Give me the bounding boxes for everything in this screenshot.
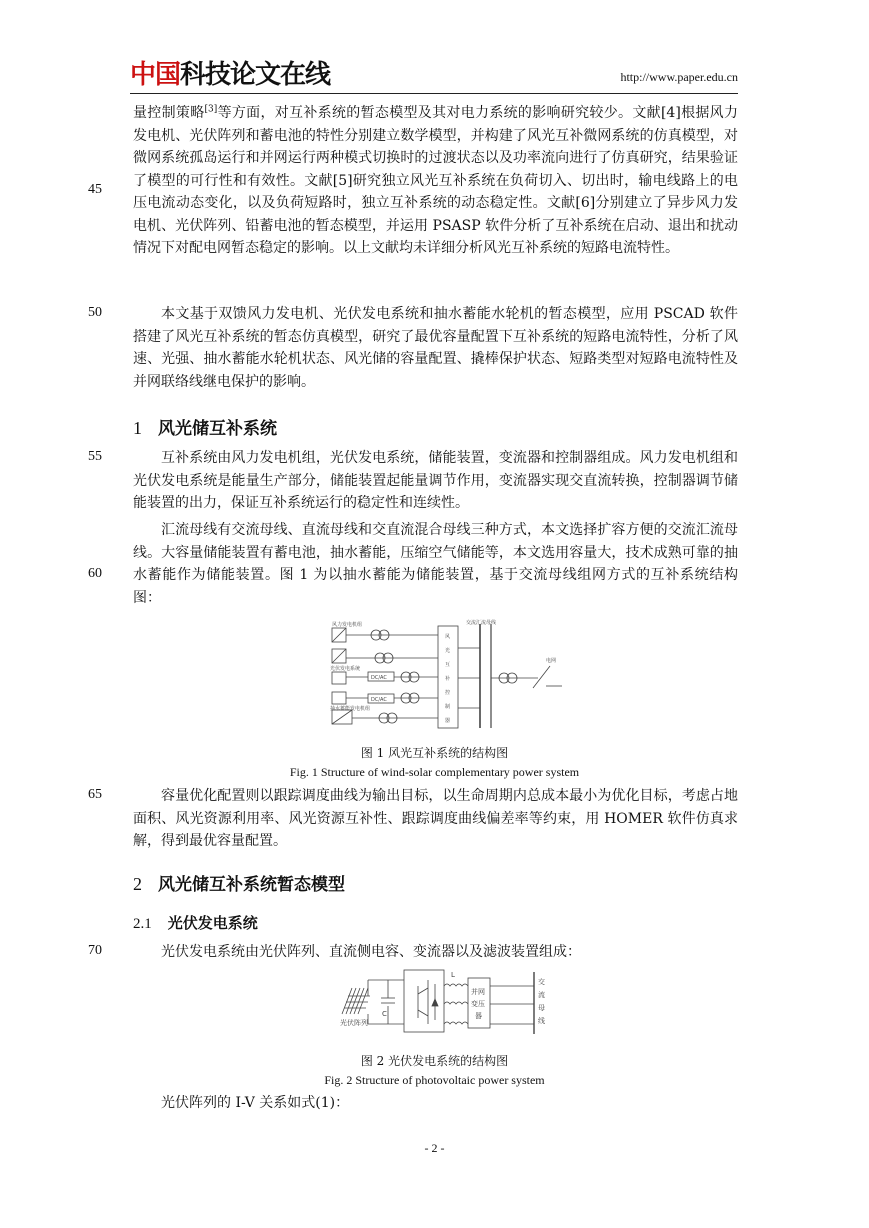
bus-char: 线 [538,1017,545,1025]
section-number: 1 [133,418,142,438]
p4-text: 汇流母线有交流母线、直流母线和交直流混合母线三种方式，本文选择扩容方便的交流汇流母线。大容量储能装置有蓄电池，抽水蓄能，压缩空气储能等，本文选用容量大，技术成熟可靠的抽水蓄能作为储能装置。图 1 为以抽水蓄能为储能装置，基于交流母线组网方式的互补系统结构图： [133,522,738,606]
p5-text: 容量优化配置则以跟踪调度曲线为输出目标，以生命周期内总成本最小为优化目标，考虑占地面积、风光资源利用率、风光资源互补性、跟踪调度曲线偏差率等约束，用 HOMER 软件仿真求解，得到最优容量配置。 [133,788,738,849]
controller-char: 制 [445,704,451,710]
bus-char: 流 [538,991,545,999]
section-title: 风光储互补系统暂态模型 [158,875,345,895]
transformer-char: 并网 [471,988,485,996]
paragraph-4 [133,519,738,609]
p3-text: 互补系统由风力发电机组，光伏发电系统，储能装置，变流器和控制器组成。风力发电机组和光伏发电系统是能量生产部分，储能装置起能量调节作用，变流器实现交直流转换，控制器调节储能装置的出力，保证互补系统运行的稳定性和连续性。 [133,450,738,511]
line-number: 55 [88,449,102,464]
figure-1-diagram [328,618,568,730]
section-number: 2 [133,874,142,894]
header-rule [130,93,738,94]
paragraph-1 [133,102,738,260]
paragraph-2 [133,303,738,393]
controller-char: 控 [445,690,451,696]
subsection-title: 光伏发电系统 [167,914,258,932]
label-dcac-1: DC/AC [371,675,387,681]
label-bus: 交流汇流母线 [466,620,497,626]
journal-logo [130,60,330,90]
line-number: 45 [88,182,102,197]
label-dcac-2: DC/AC [371,697,387,703]
paragraph-6 [133,941,738,964]
paragraph-7 [133,1092,738,1115]
controller-char: 风 [445,634,451,640]
figure-2-caption-cn: 图 2 光伏发电系统的结构图 [360,1054,509,1068]
section-title: 风光储互补系统 [158,419,277,439]
section-1-heading [133,414,277,439]
page-number: - 2 - [424,1141,445,1155]
p2-text: 本文基于双馈风力发电机、光伏发电系统和抽水蓄能水轮机的暂态模型，应用 PSCAD 软件搭建了风光互补系统的暂态仿真模型，研究了最优容量配置下互补系统的短路电流特性，分析了风速、光强、抽水蓄能水轮机状态、风光储的容量配置、撬棒保护状态、短路类型对短路电流特性及并网联络线继电保护的影响。 [133,306,738,390]
pv-array-symbol [342,988,370,1014]
section-2-heading [133,870,345,895]
subsection-number: 2.1 [133,916,152,932]
logo-red-text: 中国 [130,60,181,90]
label-grid: 电网 [546,658,557,664]
controller-char: 器 [445,718,451,724]
subsection-2-1-heading [133,912,258,933]
controller-char: 光 [445,648,451,654]
figure-1-caption-en: Fig. 1 Structure of wind-solar complementary power system [289,765,580,779]
header-url[interactable]: http://www.paper.edu.cn [620,70,738,84]
label-pv-array: 光伏阵列 [340,1019,368,1027]
inverter-box [404,970,444,1032]
label-pump: 抽水蓄能发电机组 [330,706,371,712]
logo-black-text: 科技论文在线 [180,60,331,90]
paragraph-3 [133,447,738,515]
line-number: 60 [88,566,102,581]
figure-1-caption-cn: 图 1 风光互补系统的结构图 [360,746,509,760]
bus-char: 交 [538,978,545,986]
label-wind: 风力发电机组 [332,622,363,628]
line-number: 70 [88,943,102,958]
label-pv: 光伏发电系统 [330,666,361,672]
p6-text: 光伏发电系统由光伏阵列、直流侧电容、变流器以及滤波装置组成： [161,944,581,960]
citation-3: [3] [204,104,218,115]
p7-text: 光伏阵列的 I-V 关系如式(1)： [161,1095,350,1111]
line-number: 50 [88,305,102,320]
bus-char: 母 [538,1004,545,1012]
line-number: 65 [88,787,102,802]
pv-panel-box [332,672,346,684]
controller-char: 补 [445,676,451,682]
inductor-coil [444,984,468,986]
paragraph-5 [133,785,738,853]
figure-2-diagram [338,966,548,1038]
label-inductor: L [451,971,455,979]
controller-char: 互 [445,662,451,668]
transformer-char: 器 [475,1012,482,1020]
p1-text-start: 量控制策略 [133,105,205,121]
transformer-char: 变压 [471,1000,485,1008]
p1-text-rest: 等方面，对互补系统的暂态模型及其对电力系统的影响研究较少。文献[4]根据风力发电机、光伏阵列和蓄电池的特性分别建立数学模型，并构建了风光互补微网系统的仿真模型，对微网系统孤岛运行和并网运行两种模式切换时的过渡状态以及功率流向进行了仿真研究，结果验证了模型的可行性和有效性。文献[5]研究独立风光互补系统在负荷切入、切出时，输电线路上的电压电流动态变化，以及负荷短路时，独立互补系统的动态稳定性。文献[6]分别建立了异步风力发电机、光伏阵列、铅蓄电池的暂态模型，并运用 PSASP 软件分析了互补系统在启动、退出和扰动情况下对配电网暂态稳定的影响。以上文献均未详细分析风光互补系统的短路电流特性。 [133,105,738,256]
figure-2-caption-en: Fig. 2 Structure of photovoltaic power system [324,1073,545,1087]
label-capacitor: C [382,1010,387,1018]
grid-symbol [533,666,550,688]
